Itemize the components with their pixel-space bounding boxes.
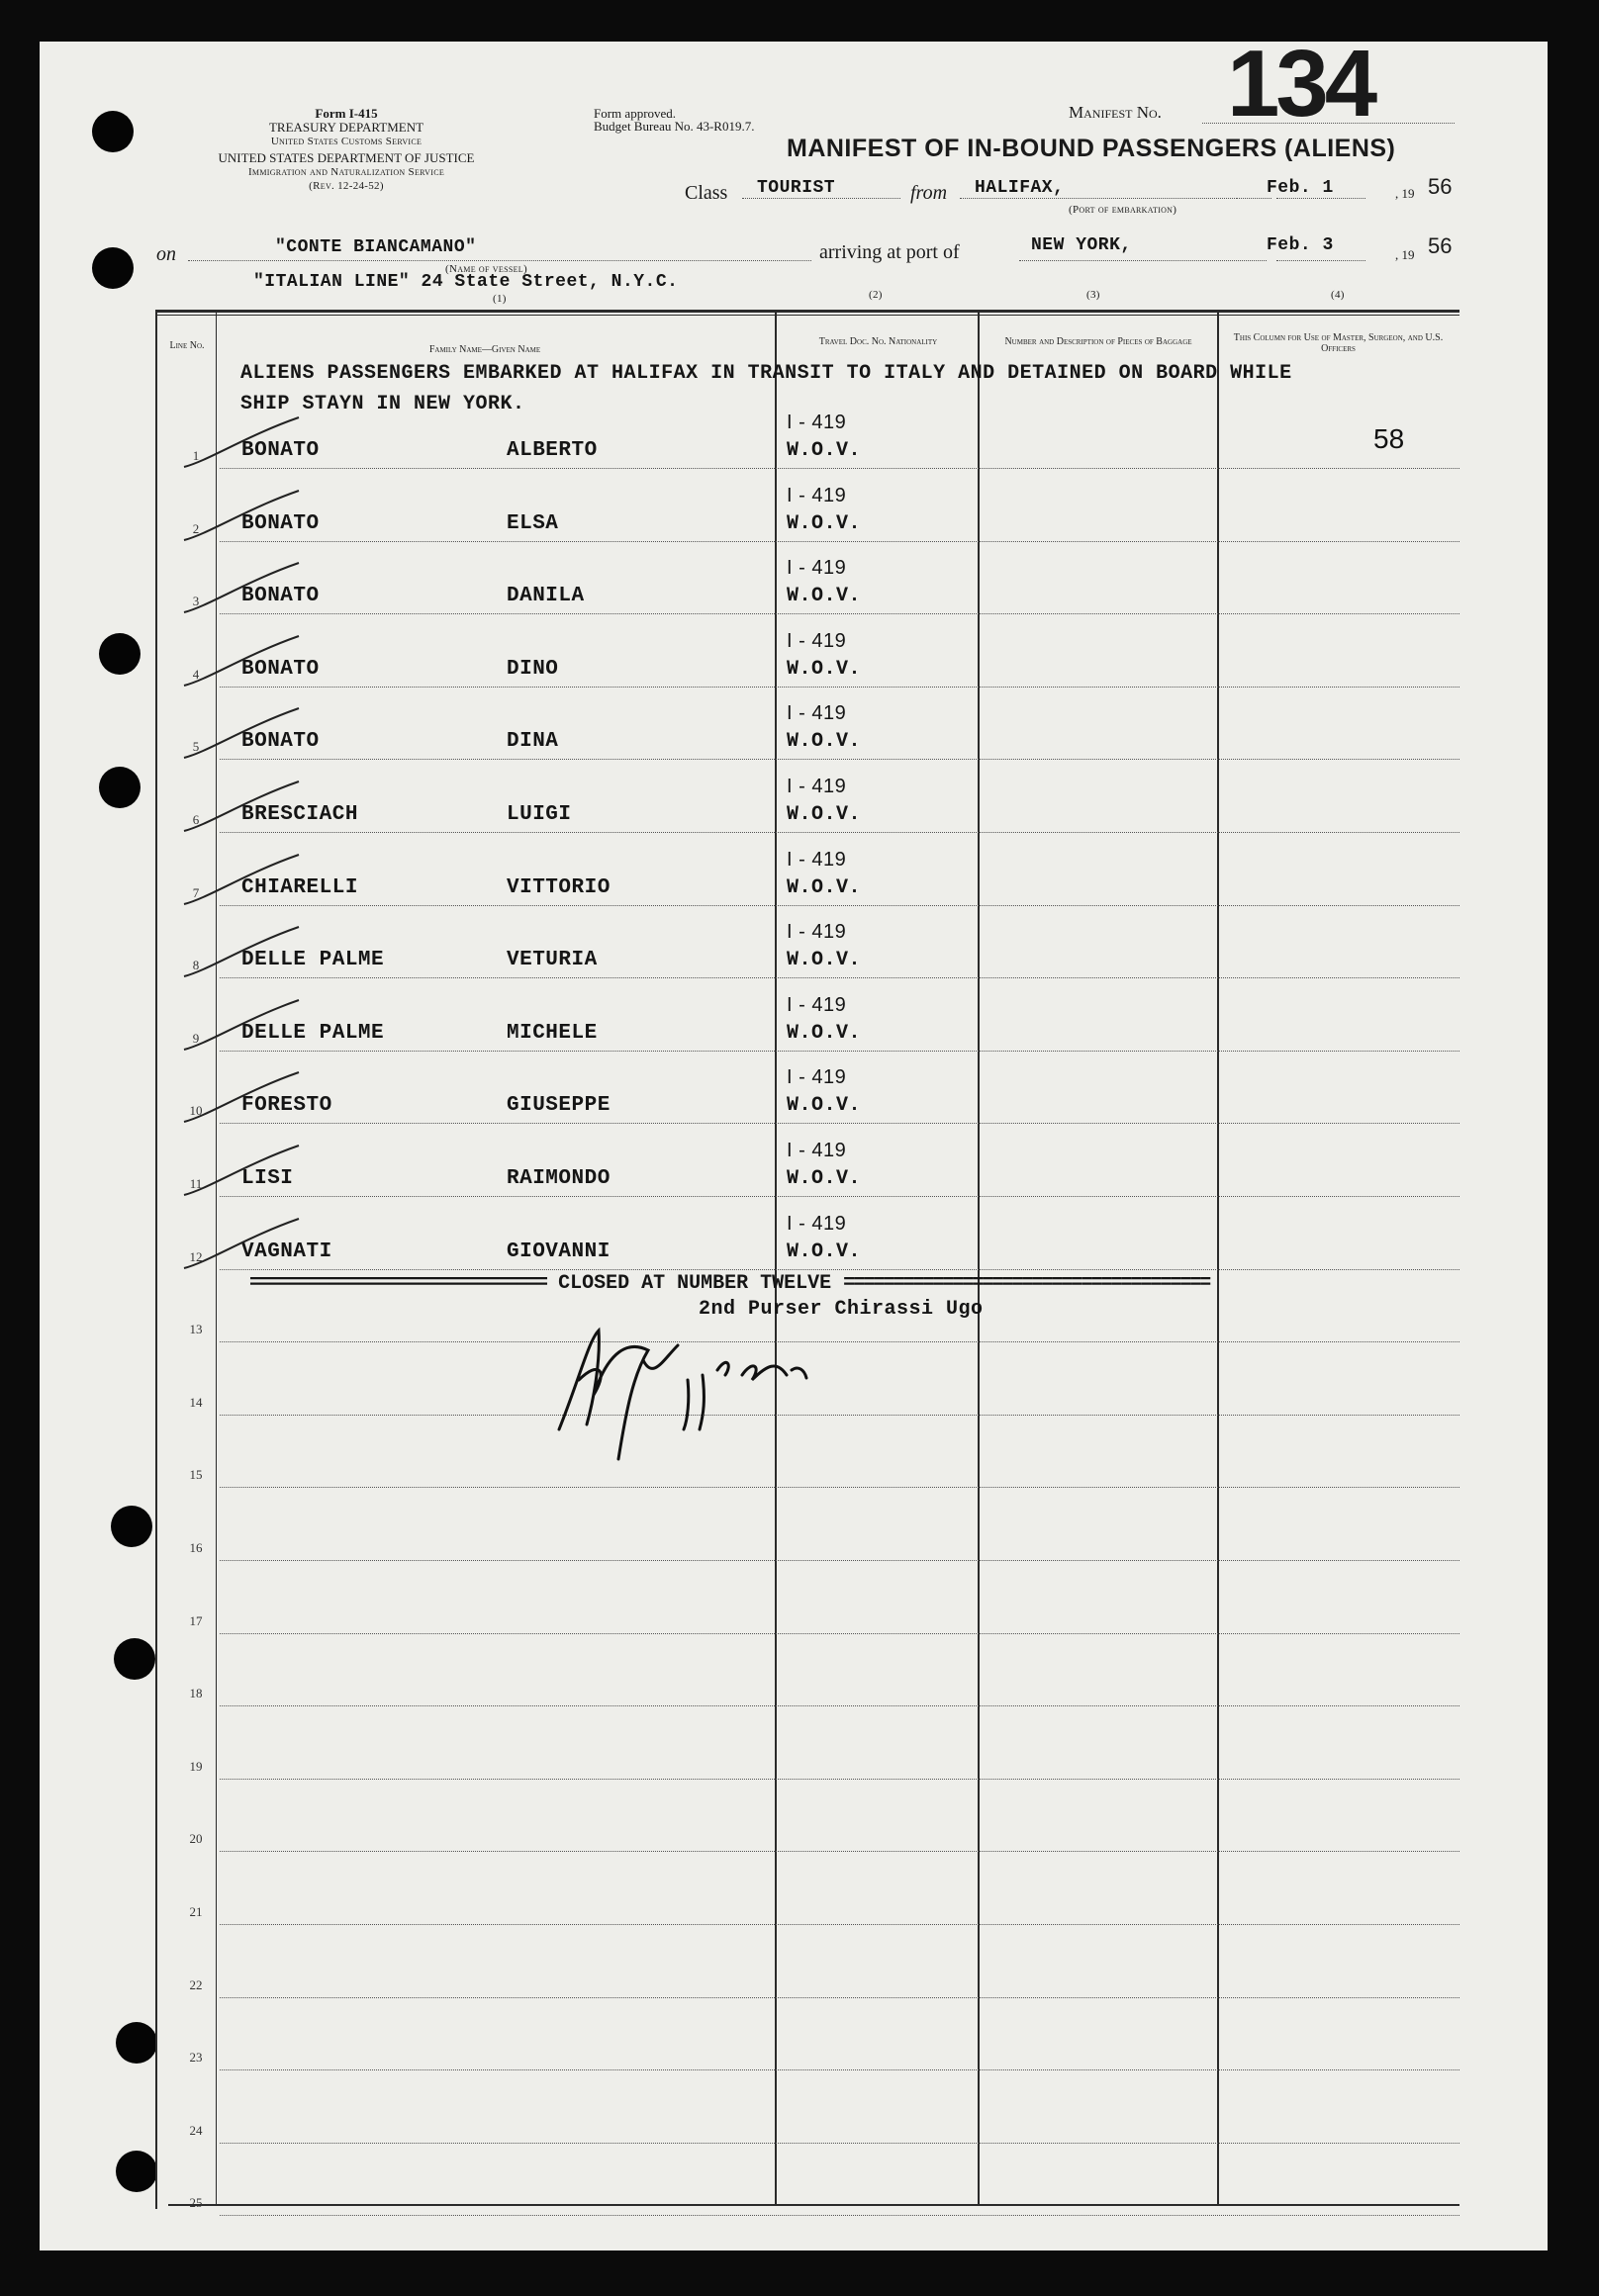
row-rule [220, 687, 1459, 688]
closing-line [249, 1272, 1209, 1295]
binder-hole [99, 633, 141, 675]
row-rule [220, 1196, 1459, 1197]
family-name-header: Family Name—Given Name [428, 344, 541, 355]
family-name: BONATO [241, 512, 320, 535]
row-rule [220, 1560, 1459, 1561]
given-name: ELSA [507, 512, 559, 535]
family-name: VAGNATI [241, 1240, 332, 1263]
row-rule [220, 1123, 1459, 1124]
travel-doc-number: I - 419 [787, 702, 847, 724]
line-number: 10 [189, 1103, 203, 1118]
col-caption-3: (3) [1086, 289, 1100, 301]
family-name: FORESTO [241, 1094, 332, 1117]
line-number: 25 [189, 2195, 203, 2210]
check-mark-icon [178, 778, 307, 847]
line-number: 19 [189, 1759, 203, 1774]
row-rule [220, 1487, 1459, 1488]
check-mark-icon [178, 487, 307, 556]
travel-doc-number: I - 419 [787, 776, 847, 797]
line-number: 22 [189, 1977, 203, 1992]
family-name: BRESCIACH [241, 803, 358, 826]
given-name: GIUSEPPE [507, 1094, 611, 1117]
budget-bureau: Budget Bureau No. 43-R019.7. [594, 119, 755, 134]
manifest-number: 134 [1227, 31, 1374, 137]
row-rule [220, 1269, 1459, 1270]
given-name: GIOVANNI [507, 1240, 611, 1263]
remark-line-2: SHIP STAYN IN NEW YORK. [240, 393, 525, 415]
line-no-header: Line No. [169, 340, 205, 351]
nationality: W.O.V. [787, 658, 862, 681]
given-name: ALBERTO [507, 439, 598, 462]
check-mark-icon [178, 413, 307, 483]
nationality: W.O.V. [787, 585, 862, 607]
approval-line: Form approved. [594, 106, 677, 121]
row-rule [220, 2143, 1459, 2144]
department: TREASURY DEPARTMENT [268, 120, 424, 135]
port-of-embarkation-caption: (Port of embarkation) [1069, 204, 1177, 216]
closing-rule-left: ============================== [249, 1272, 547, 1295]
family-name: LISI [241, 1167, 294, 1190]
nationality: W.O.V. [787, 1094, 862, 1117]
row-rule [220, 905, 1459, 906]
given-name: DINA [507, 730, 559, 753]
family-name: DELLE PALME [241, 1022, 385, 1045]
from-label: from [910, 182, 948, 204]
form-header [158, 107, 534, 193]
travel-doc-number: I - 419 [787, 1213, 847, 1235]
line-number: 23 [189, 2050, 203, 2065]
given-name: DANILA [507, 585, 585, 607]
service-2: Immigration and Naturalization Service [247, 166, 445, 178]
row-rule [220, 613, 1459, 614]
row-rule [220, 1633, 1459, 1634]
binder-hole [92, 247, 134, 289]
row-rule [220, 1779, 1459, 1780]
line-number: 17 [189, 1613, 203, 1628]
given-name: MICHELE [507, 1022, 598, 1045]
row-rule [220, 1997, 1459, 1998]
check-mark-icon [178, 632, 307, 701]
row-rule [220, 1051, 1459, 1052]
given-name: VETURIA [507, 949, 598, 971]
row-rule [220, 468, 1459, 469]
check-mark-icon [178, 1068, 307, 1138]
depart-year-prefix: , 19 [1395, 186, 1415, 201]
check-mark-icon [178, 559, 307, 628]
nationality: W.O.V. [787, 1240, 862, 1263]
row-rule [220, 1924, 1459, 1925]
check-mark-icon [178, 704, 307, 774]
travel-doc-number: I - 419 [787, 412, 847, 433]
travel-doc-number: I - 419 [787, 1066, 847, 1088]
row-rule [220, 2215, 1459, 2216]
row-rule [220, 977, 1459, 978]
col-caption-4: (4) [1331, 289, 1345, 301]
line-number: 9 [192, 1031, 200, 1046]
nationality: W.O.V. [787, 439, 862, 462]
binder-hole [116, 2022, 157, 2064]
family-name: BONATO [241, 439, 320, 462]
official-use-header: This Column for Use of Master, Surgeon, and U.S. Officers [1233, 332, 1444, 354]
col-caption-2: (2) [869, 289, 883, 301]
nationality: W.O.V. [787, 876, 862, 899]
family-name: BONATO [241, 658, 320, 681]
line-number: 20 [189, 1831, 203, 1846]
family-name: CHIARELLI [241, 876, 358, 899]
on-label: on [156, 243, 176, 265]
row-rule [220, 2069, 1459, 2070]
nationality: W.O.V. [787, 1167, 862, 1190]
travel-doc-number: I - 419 [787, 630, 847, 652]
travel-doc-number: I - 419 [787, 557, 847, 579]
travel-doc-header: Travel Doc. No. Nationality [818, 336, 938, 347]
arriving-label: arriving at port of [819, 241, 960, 263]
from-value: HALIFAX, [975, 178, 1065, 198]
class-label: Class [685, 182, 728, 204]
baggage-header: Number and Description of Pieces of Baggage [1004, 336, 1192, 347]
check-mark-icon [178, 1142, 307, 1211]
given-name: RAIMONDO [507, 1167, 611, 1190]
manifest-no-label: Manifest No. [1069, 103, 1162, 122]
travel-doc-number: I - 419 [787, 1140, 847, 1161]
row-rule [220, 1851, 1459, 1852]
line-number: 6 [192, 812, 200, 827]
revision: (Rev. 12-24-52) [309, 180, 384, 192]
line-number: 12 [189, 1249, 203, 1264]
binder-hole [92, 111, 134, 152]
row-rule [220, 832, 1459, 833]
vessel-name: "CONTE BIANCAMANO" [275, 237, 477, 257]
nationality: W.O.V. [787, 730, 862, 753]
class-value: TOURIST [757, 178, 836, 198]
arrival-date: Feb. 3 [1267, 235, 1334, 255]
family-name: BONATO [241, 730, 320, 753]
line-address: "ITALIAN LINE" 24 State Street, N.Y.C. [253, 272, 679, 292]
official-note: 58 [1373, 423, 1405, 454]
line-number: 18 [189, 1686, 203, 1700]
depart-date: Feb. 1 [1267, 178, 1334, 198]
form-approval [594, 107, 754, 133]
nationality: W.O.V. [787, 949, 862, 971]
binder-hole [99, 767, 141, 808]
department-2: UNITED STATES DEPARTMENT OF JUSTICE [218, 150, 475, 165]
binder-hole [116, 2151, 157, 2192]
closing-rule-right: ===================================== [843, 1272, 1210, 1295]
line-number: 15 [189, 1467, 203, 1482]
arrival-port: NEW YORK, [1031, 235, 1132, 255]
family-name: DELLE PALME [241, 949, 385, 971]
line-number: 11 [189, 1176, 203, 1191]
col-caption-1: (1) [493, 293, 507, 305]
line-number: 3 [192, 594, 200, 608]
line-number: 13 [189, 1322, 203, 1336]
depart-year: 56 [1428, 174, 1453, 199]
line-number: 7 [192, 885, 200, 900]
given-name: DINO [507, 658, 559, 681]
check-mark-icon [178, 851, 307, 920]
check-mark-icon [178, 996, 307, 1065]
given-name: LUIGI [507, 803, 572, 826]
nationality: W.O.V. [787, 803, 862, 826]
check-mark-icon [178, 923, 307, 992]
travel-doc-number: I - 419 [787, 485, 847, 506]
family-name: BONATO [241, 585, 320, 607]
travel-doc-number: I - 419 [787, 921, 847, 943]
nationality: W.O.V. [787, 512, 862, 535]
service: United States Customs Service [270, 136, 423, 147]
form-number: Form I-415 [315, 106, 378, 121]
binder-hole [111, 1506, 152, 1547]
travel-doc-number: I - 419 [787, 994, 847, 1016]
line-number: 1 [192, 448, 200, 463]
given-name: VITTORIO [507, 876, 611, 899]
binder-hole [114, 1638, 155, 1680]
line-number: 2 [192, 521, 200, 536]
line-number: 5 [192, 739, 200, 754]
line-number: 21 [189, 1904, 203, 1919]
vessel-caption: (Name of vessel) [445, 263, 527, 275]
line-number: 8 [192, 958, 200, 972]
remark-line-1: ALIENS PASSENGERS EMBARKED AT HALIFAX IN TRANSIT TO ITALY AND DETAINED ON BOARD WHILE [240, 362, 1292, 385]
line-number: 4 [192, 667, 200, 682]
purser-line: 2nd Purser Chirassi Ugo [699, 1298, 984, 1321]
line-number: 14 [189, 1395, 203, 1410]
line-number: 24 [189, 2123, 203, 2138]
row-rule [220, 759, 1459, 760]
travel-doc-number: I - 419 [787, 849, 847, 871]
purser-signature [539, 1321, 915, 1469]
page-title: MANIFEST OF IN-BOUND PASSENGERS (ALIENS) [787, 135, 1396, 162]
row-rule [220, 1705, 1459, 1706]
closing-text: CLOSED AT NUMBER TWELVE [558, 1272, 832, 1295]
row-rule [220, 541, 1459, 542]
line-number: 16 [189, 1540, 203, 1555]
nationality: W.O.V. [787, 1022, 862, 1045]
arrival-year: 56 [1428, 233, 1453, 258]
arrival-year-prefix: , 19 [1395, 247, 1415, 262]
